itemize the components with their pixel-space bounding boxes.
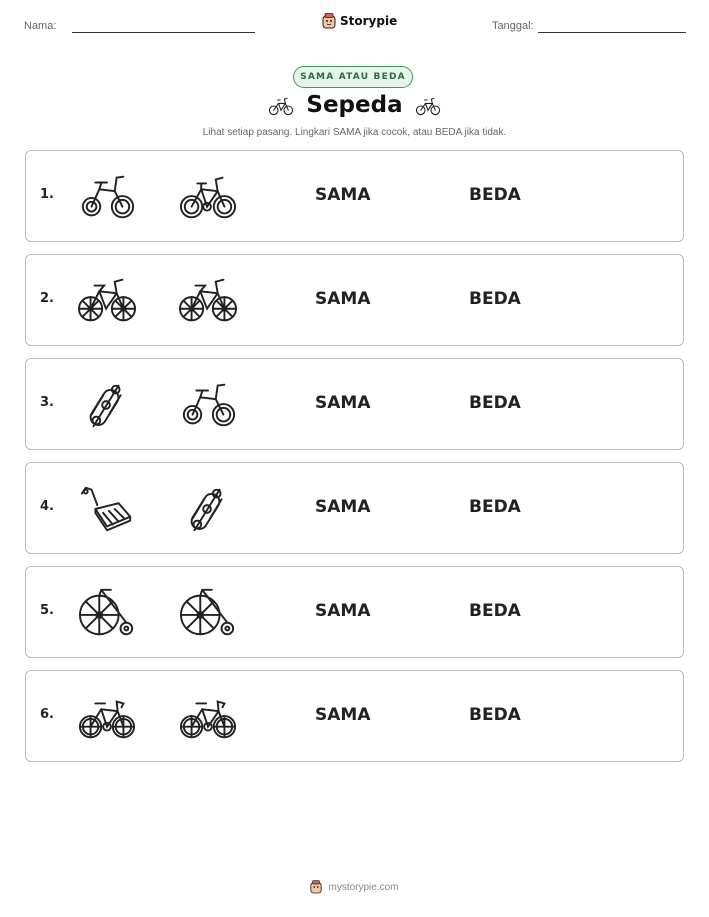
storypie-mascot-icon <box>322 13 336 29</box>
question-number: 1. <box>40 187 54 202</box>
kids-bike-icon <box>78 273 136 329</box>
question-row-4 <box>25 462 684 554</box>
bike-chain-icon <box>179 481 237 537</box>
name-label: Nama: <box>24 20 57 32</box>
different-option[interactable]: BEDA <box>469 497 521 517</box>
bike-decor-right-icon <box>413 94 443 118</box>
different-option[interactable]: BEDA <box>469 185 521 205</box>
penny-farthing-icon <box>179 585 237 641</box>
road-bike-icon <box>179 689 237 745</box>
question-number: 5. <box>40 603 54 618</box>
footer-url[interactable]: mystorypie.com <box>328 881 399 893</box>
same-option[interactable]: SAMA <box>315 393 371 413</box>
same-option[interactable]: SAMA <box>315 185 371 205</box>
different-option[interactable]: BEDA <box>469 393 521 413</box>
question-row-5 <box>25 566 684 658</box>
question-row-2 <box>25 254 684 346</box>
question-row-6 <box>25 670 684 762</box>
activity-badge: SAMA ATAU BEDA <box>293 66 413 88</box>
road-bike-icon <box>78 689 136 745</box>
same-option[interactable]: SAMA <box>315 497 371 517</box>
page-title: Sepeda <box>306 92 403 118</box>
storypie-mascot-icon <box>310 880 322 894</box>
name-field[interactable] <box>72 32 255 33</box>
kids-bike-icon <box>179 273 237 329</box>
question-number: 3. <box>40 395 54 410</box>
question-number: 6. <box>40 707 54 722</box>
same-option[interactable]: SAMA <box>315 289 371 309</box>
different-option[interactable]: BEDA <box>469 705 521 725</box>
question-row-3 <box>25 358 684 450</box>
bike-pedal-icon <box>78 481 136 537</box>
balance-bike-icon <box>179 377 237 433</box>
different-option[interactable]: BEDA <box>469 289 521 309</box>
penny-farthing-icon <box>78 585 136 641</box>
brand-name: Storypie <box>340 14 398 28</box>
mountain-bike-icon <box>179 169 237 225</box>
question-number: 4. <box>40 499 54 514</box>
question-row-1 <box>25 150 684 242</box>
date-field[interactable] <box>538 32 686 33</box>
instructions: Lihat setiap pasang. Lingkari SAMA jika cocok, atau BEDA jika tidak. <box>202 127 507 138</box>
balance-bike-icon <box>78 169 136 225</box>
same-option[interactable]: SAMA <box>315 601 371 621</box>
date-label: Tanggal: <box>492 20 534 32</box>
bike-chain-icon <box>78 377 136 433</box>
footer <box>0 880 709 894</box>
same-option[interactable]: SAMA <box>315 705 371 725</box>
question-number: 2. <box>40 291 54 306</box>
storypie-logo <box>322 13 397 29</box>
different-option[interactable]: BEDA <box>469 601 521 621</box>
